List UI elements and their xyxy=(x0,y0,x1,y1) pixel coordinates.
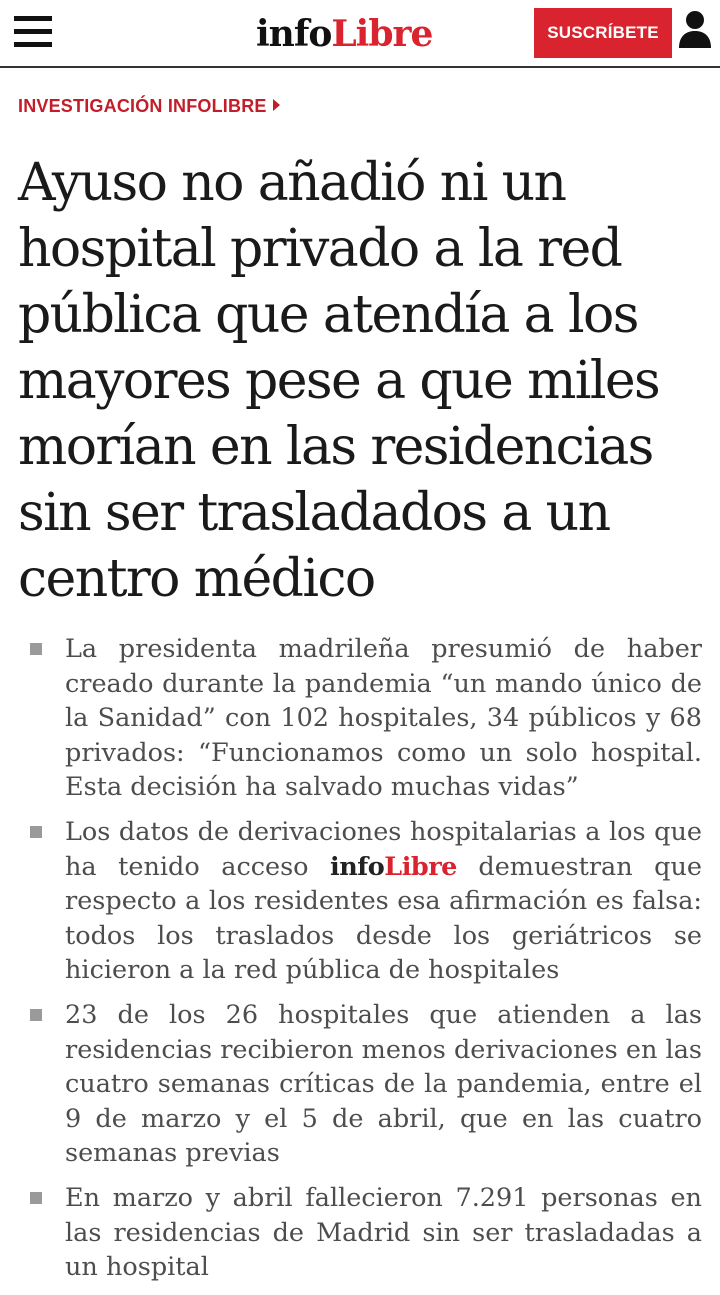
section-label-text: INVESTIGACIÓN INFOLIBRE xyxy=(18,96,267,116)
article-headline: Ayuso no añadió ni un hospital privado a la red pública que atendía a los mayores pese a que miles morían en las residencias sin ser trasladados a un centro médico xyxy=(18,153,660,609)
top-bar xyxy=(0,0,720,68)
section-label-link[interactable] xyxy=(18,96,280,117)
summary-bullet xyxy=(0,998,720,1171)
bullet-text: En marzo y abril fallecieron 7.291 personas en las residencias de Madrid sin ser trasladadas a un hospital xyxy=(65,1182,702,1283)
square-bullet-icon xyxy=(30,826,42,838)
user-silhouette-icon xyxy=(678,10,712,50)
square-bullet-icon xyxy=(30,643,42,655)
summary-bullet xyxy=(0,632,720,805)
bullet-text: demuestran que respecto a los residentes esa afirmación es falsa: todos los traslados desde los geriátricos se hicieron a la red pública de hospitales xyxy=(65,851,702,986)
square-bullet-icon xyxy=(30,1009,42,1021)
inline-logo-info: info xyxy=(330,851,385,882)
site-logo[interactable] xyxy=(256,10,432,58)
menu-line xyxy=(14,42,52,47)
subscribe-button[interactable]: SUSCRÍBETE xyxy=(534,8,672,58)
logo-libre-text: Libre xyxy=(331,13,433,55)
bullet-text: Los datos de derivaciones hospitalarias a los que ha tenido acceso xyxy=(65,816,702,882)
inline-infolibre-logo xyxy=(330,852,457,882)
menu-line xyxy=(14,29,52,34)
summary-bullet-list xyxy=(0,632,720,1295)
user-icon[interactable] xyxy=(678,10,712,50)
triangle-right-icon xyxy=(273,99,280,111)
summary-bullet xyxy=(0,1181,720,1285)
square-bullet-icon xyxy=(30,1192,42,1204)
inline-logo-libre: Libre xyxy=(384,851,457,882)
menu-line xyxy=(14,16,52,21)
bullet-text: La presidenta madrileña presumió de haber creado durante la pandemia “un mando único de la Sanidad” con 102 hospitales, 34 públicos y 68 privados: “Funcionamos como un solo hospital. Esta decisión ha salvado muchas vidas” xyxy=(65,634,702,803)
summary-bullet xyxy=(0,815,720,988)
logo-info-text: info xyxy=(256,13,332,55)
hamburger-menu-icon[interactable] xyxy=(14,14,54,50)
bullet-text: 23 de los 26 hospitales que atienden a las residencias recibieron menos derivaciones en las cuatro semanas críticas de la pandemia, entre el 9 de marzo y el 5 de abril, que en las cuatro semanas previas xyxy=(65,999,702,1169)
